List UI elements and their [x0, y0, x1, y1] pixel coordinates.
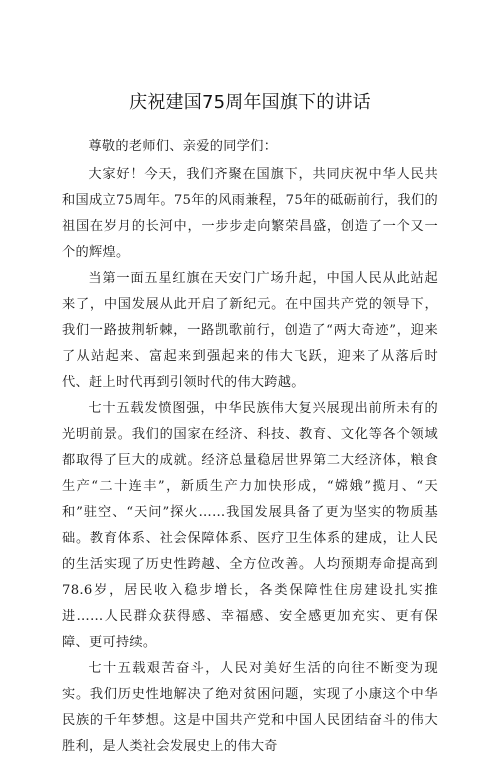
- paragraph-struggle: 七十五载艰苦奋斗，人民对美好生活的向往不断变为现实。我们历史性地解决了绝对贫困问题，实现了小康这个中华民族的千年梦想。这是中国共产党和中国人民团结奋斗的伟大胜利，是人类社会发展史上的伟大奇: [62, 661, 438, 754]
- document-title: 庆祝建国75周年国旗下的讲话: [129, 92, 371, 113]
- document-body: [62, 134, 438, 760]
- salutation: 尊敬的老师们、亲爱的同学们：: [88, 139, 278, 154]
- paragraph-founding: 当第一面五星红旗在天安门广场升起，中国人民从此站起来了，中国发展从此开启了新纪元。在中国共产党的领导下，我们一路披荆斩棘，一路凯歌前行，创造了“两大奇迹”，迎来了从站起来、富起来到强起来的伟大飞跃，迎来了从落后时代、赶上时代再到引领时代的伟大跨越。: [62, 271, 438, 390]
- paragraph-achievements: 七十五载发愤图强，中华民族伟大复兴展现出前所未有的光明前景。我们的国家在经济、科技、教育、文化等各个领域都取得了巨大的成就。经济总量稳居世界第二大经济体，粮食生产“二十连丰”，新质生产力加快形成，“嫦娥”揽月、“天和”驻空、“天问”探火……我国发展具备了更为坚实的物质基础。教育体系、社会保障体系、医疗卫生体系的建成，让人民的生活实现了历史性跨越、全方位改善。人均预期寿命提高到78.6岁，居民收入稳步增长，各类保障性住房建设扎实推进……人民群众获得感、幸福感、安全感更加充实、更有保障、更可持续。: [62, 401, 438, 650]
- paragraph-greeting: 大家好！今天，我们齐聚在国旗下，共同庆祝中华人民共和国成立75周年。75年的风雨兼程，75年的砥砺前行，我们的祖国在岁月的长河中，一步步走向繁荣昌盛，创造了一个又一个的辉煌。: [62, 167, 438, 260]
